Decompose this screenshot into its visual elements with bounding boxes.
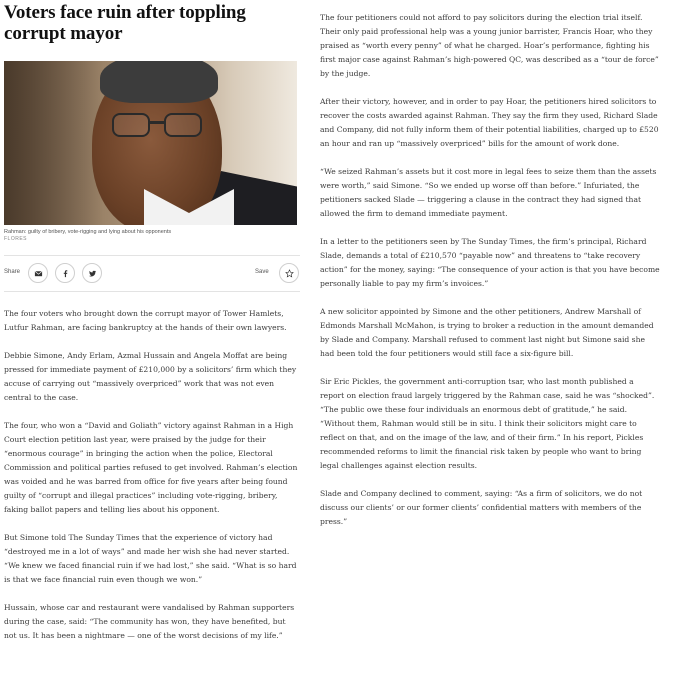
glasses-lens-left — [112, 113, 150, 137]
facebook-icon — [61, 269, 70, 278]
right-column — [320, 0, 660, 543]
paragraph: Sir Eric Pickles, the government anti-corruption tsar, who last month published a report on election fraud largely triggered by the Rahman case, said he was “shocked”. “The public owe these four individuals an enormous debt of gratitude,” he said. “Without them, Rahman would still be in situ. I think their solicitors might care to reflect on that, and on the image of the law, and of their firm.” In his report, Pickles recommended reforms to limit the financial risk taken by people who want to bring legal challenges against election results. — [320, 377, 655, 470]
share-twitter-button[interactable] — [82, 263, 102, 283]
glasses-lens-right — [164, 113, 202, 137]
image-credit: FLORES — [4, 236, 28, 242]
paragraph: Debbie Simone, Andy Erlam, Azmal Hussain and Angela Moffat are being pressed for immediate payment of £210,000 by a solicitors’ firm which they accuse of carrying out “massively overpriced” work that was not even central to the case. — [4, 351, 297, 402]
image-caption: Rahman: guilty of bribery, vote-rigging and lying about his opponents — [4, 229, 172, 235]
paragraph: The four, who won a “David and Goliath” victory against Rahman in a High Court election petition last year, were praised by the judge for their “enormous courage” in bringing the action when the police, Electoral Commission and political parties refused to get involved. Rahman’s election was voided and he was barred from office for five years after being found guilty of “corrupt and illegal practices” including vote-rigging, bribery, faking ballot papers and telling lies about his opponent. — [4, 421, 298, 514]
hero-background-shadow — [4, 61, 104, 225]
share-bar — [4, 263, 300, 285]
paragraph: In a letter to the petitioners seen by The Sunday Times, the firm’s principal, Richard Slade, demands a total of £210,570 “payable now” and threatens to “take recovery action” for the money, saying: “The consequence of your action is that you have become personally liable to pay my firm’s invoices.” — [320, 237, 660, 288]
paragraph: Slade and Company declined to comment, saying: “As a firm of solicitors, we do not discuss our clients’ or our former clients’ confidential matters with members of the press.” — [320, 489, 643, 526]
left-column — [4, 0, 300, 657]
left-article-body — [4, 307, 300, 643]
paragraph: The four petitioners could not afford to pay solicitors during the election trial itself. Their only paid professional help was a young junior barrister, Francis Hoar, who they praised as “worth every penny” of what he charged. Hoar’s performance, fighting his first major case against Rahman’s high-powered QC, was described as a “tour de force” by the judge. — [320, 13, 659, 78]
paragraph: Hussain, whose car and restaurant were vandalised by Rahman supporters during the case, said: “The community has won, they have benefited, but not us. It has been a nightmare — one of the worst decisions of my life.” — [4, 603, 295, 640]
right-article-body — [320, 11, 660, 529]
paragraph: “We seized Rahman’s assets but it cost more in legal fees to seize them than the assets were worth,” said Simone. “So we ended up worse off than before.” Infuriated, the petitioners sacked Slade — triggering a clause in the contract they had signed that allowed the firm to demand immediate payment. — [320, 167, 657, 218]
paragraph: But Simone told The Sunday Times that the experience of victory had “destroyed me in a lot of ways” and made her wish she had never started. “We knew we faced financial ruin if we had lost,” she said. “What is so hard is that we face financial ruin even though we won.” — [4, 533, 297, 584]
paragraph: A new solicitor appointed by Simone and the other petitioners, Andrew Marshall of Edmonds Marshall McMahon, is trying to broker a reduction in the amount demanded by Slade and Company. Marshall refused to comment last night but Simone said she had been told the four petitioners would still face a six-figure bill. — [320, 307, 654, 358]
share-facebook-button[interactable] — [55, 263, 75, 283]
hero-hair — [100, 61, 218, 103]
star-icon — [285, 269, 294, 278]
share-divider-bottom — [4, 291, 300, 292]
share-divider-top — [4, 255, 300, 256]
twitter-icon — [88, 269, 97, 278]
paragraph: The four voters who brought down the corrupt mayor of Tower Hamlets, Lutfur Rahman, are facing bankruptcy at the hands of their own lawyers. — [4, 309, 287, 332]
save-label: Save — [255, 269, 269, 275]
save-button[interactable] — [279, 263, 299, 283]
share-label: Share — [4, 269, 21, 275]
hero-glasses — [112, 113, 208, 139]
hero-image — [4, 61, 297, 225]
headline: Voters face ruin after toppling corrupt mayor — [4, 2, 246, 44]
share-email-button[interactable] — [28, 263, 48, 283]
paragraph: After their victory, however, and in order to pay Hoar, the petitioners hired solicitors to recover the costs awarded against Rahman. They say the firm they used, Richard Slade and Company, did not fully inform them of their potential liabilities, charged up to £520 an hour and ran up “massively overpriced” bills for the amount of work done. — [320, 97, 659, 148]
email-icon — [34, 269, 43, 278]
